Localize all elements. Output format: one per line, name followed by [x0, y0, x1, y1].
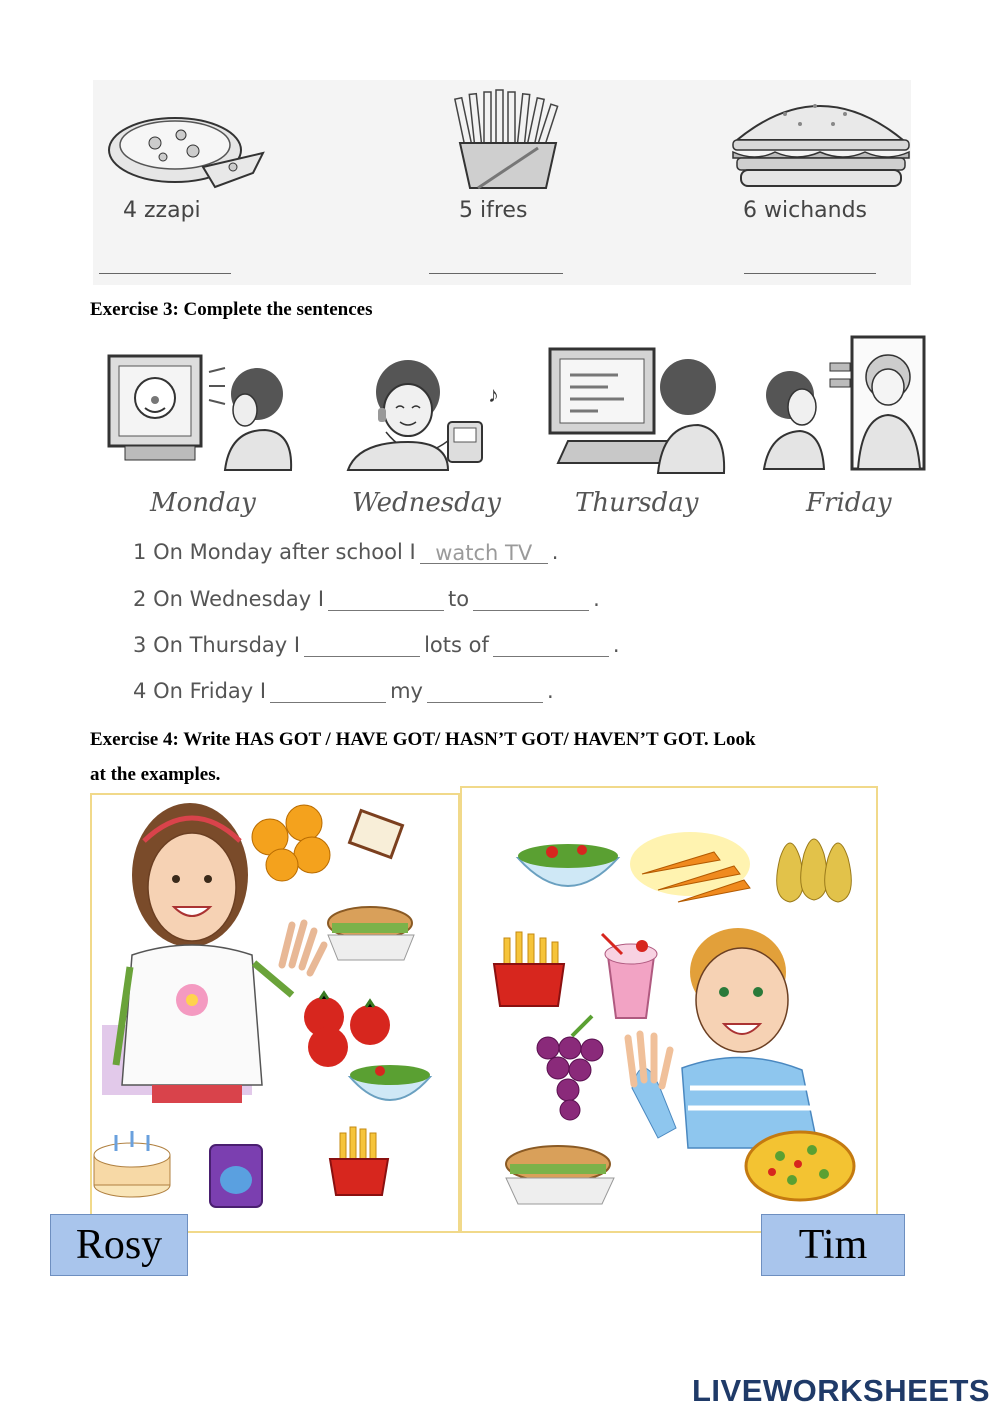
day-monday: Monday: [150, 488, 256, 518]
pizza-icon: [103, 105, 273, 195]
exercise3-heading: Exercise 3: Complete the sentences: [90, 299, 373, 320]
day-wednesday: Wednesday: [352, 488, 501, 518]
svg-text:♪: ♪: [488, 382, 499, 407]
answer-line-6[interactable]: [744, 273, 876, 274]
item-5-label: 5 ifres: [459, 198, 528, 223]
answer-blank-3a[interactable]: [304, 634, 420, 657]
sentence-4: 4 On Friday I my .: [133, 679, 554, 703]
sentence-3: 3 On Thursday I lots of .: [133, 633, 620, 657]
answer-blank-2b[interactable]: [473, 588, 589, 611]
listen-music-illustration: [338, 352, 518, 472]
visit-grandma-illustration: [760, 333, 930, 473]
exercise4-heading-line1: Exercise 4: Write HAS GOT / HAVE GOT/ HASN’T GOT/ HAVEN’T GOT. Look: [90, 729, 756, 750]
rosy-illustration: [92, 795, 456, 1229]
name-tag-tim: Tim: [761, 1214, 905, 1276]
name-tag-rosy: Rosy: [50, 1214, 188, 1276]
exercise4-heading-line2: at the examples.: [90, 764, 221, 785]
sentence-2: 2 On Wednesday I to .: [133, 587, 600, 611]
answer-blank-4a[interactable]: [270, 680, 386, 703]
watch-tv-illustration: [105, 352, 295, 472]
answer-blank-1[interactable]: watch TV: [420, 541, 548, 564]
answer-line-5[interactable]: [429, 273, 563, 274]
answer-blank-4b[interactable]: [427, 680, 543, 703]
liveworksheets-logo[interactable]: [690, 1372, 990, 1410]
item-6-label: 6 wichands: [743, 198, 867, 223]
computer-illustration: [548, 345, 728, 475]
answer-line-4[interactable]: [99, 273, 231, 274]
sandwich-icon: [725, 92, 915, 197]
logo-text: LIVEWORKSHEETS: [692, 1373, 991, 1408]
item-4-label: 4 zzapi: [123, 198, 201, 223]
tim-illustration: [462, 788, 874, 1228]
day-friday: Friday: [806, 488, 892, 518]
sentence-1: 1 On Monday after school I watch TV .: [133, 540, 559, 565]
answer-blank-3b[interactable]: [493, 634, 609, 657]
answer-blank-2a[interactable]: [328, 588, 444, 611]
exercise2-panel: [93, 80, 911, 285]
fries-icon: [448, 88, 568, 193]
day-thursday: Thursday: [575, 488, 699, 518]
